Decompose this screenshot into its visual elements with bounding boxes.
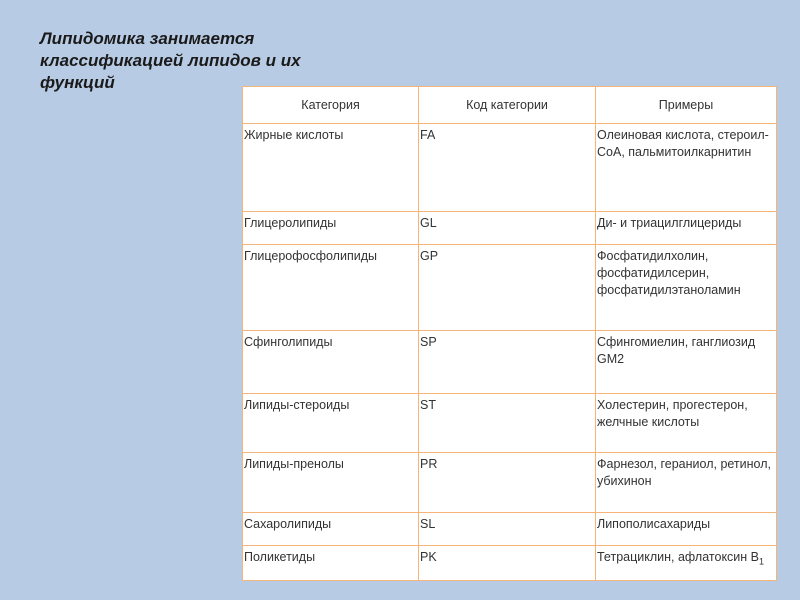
cell-examples: [596, 546, 777, 581]
table-row: [243, 331, 777, 394]
table-header-row: [243, 87, 777, 124]
cell-code-text: PR: [420, 457, 438, 471]
cell-category: [243, 453, 419, 513]
table-row: [243, 546, 777, 581]
cell-examples: [596, 331, 777, 394]
table-body: [243, 124, 777, 581]
cell-code-text: ST: [420, 398, 436, 412]
cell-category-text: Жирные кислоты: [244, 128, 344, 142]
cell-category: [243, 245, 419, 331]
cell-code-text: SP: [420, 335, 437, 349]
cell-category: [243, 394, 419, 453]
cell-category-text: Липиды-стероиды: [244, 398, 350, 412]
cell-code-text: GP: [420, 249, 439, 263]
cell-code: [419, 212, 596, 245]
cell-examples: [596, 124, 777, 212]
header-examples: Примеры: [596, 87, 777, 124]
table-row: [243, 212, 777, 245]
cell-examples: [596, 394, 777, 453]
cell-examples-text: Сфингомиелин, ганглиозид GM2: [597, 335, 756, 366]
cell-category: [243, 331, 419, 394]
header-category: Категория: [243, 87, 419, 124]
cell-examples: [596, 513, 777, 546]
cell-code: [419, 453, 596, 513]
cell-code: [419, 331, 596, 394]
cell-examples: [596, 212, 777, 245]
cell-code: [419, 245, 596, 331]
cell-code: [419, 513, 596, 546]
cell-examples: [596, 245, 777, 331]
cell-category-text: Поликетиды: [244, 550, 316, 564]
cell-category-text: Липиды-пренолы: [244, 457, 344, 471]
cell-examples-text: Холестерин, прогестерон, желчные кислоты: [597, 398, 748, 429]
cell-examples-text: Олеиновая кислота, стероил-СоА, пальмитоилкарнитин: [597, 128, 769, 159]
table-row: [243, 513, 777, 546]
cell-category: [243, 546, 419, 581]
table-row: [243, 453, 777, 513]
cell-code-text: FA: [420, 128, 436, 142]
cell-examples-text: Ди- и триацилглицериды: [597, 216, 742, 230]
table-row: [243, 245, 777, 331]
cell-examples: [596, 453, 777, 513]
cell-category: [243, 212, 419, 245]
table-row: [243, 394, 777, 453]
header-code: Код категории: [419, 87, 596, 124]
cell-category-text: Сахаролипиды: [244, 517, 332, 531]
cell-examples-text: Липополисахариды: [597, 517, 711, 531]
cell-examples-text: Фарнезол, гераниол, ретинол, убихинон: [597, 457, 771, 488]
lipid-categories-table: [242, 86, 777, 581]
cell-category-text: Сфинголипиды: [244, 335, 333, 349]
table-row: [243, 124, 777, 212]
cell-code-text: SL: [420, 517, 436, 531]
cell-code: [419, 546, 596, 581]
cell-examples-text: Фосфатидилхолин, фосфатидилсерин, фосфатидилэтаноламин: [597, 249, 741, 297]
cell-category-text: Глицеролипиды: [244, 216, 337, 230]
cell-code-text: PK: [420, 550, 437, 564]
cell-code: [419, 394, 596, 453]
cell-category-text: Глицерофосфолипиды: [244, 249, 377, 263]
slide-title: Липидомика занимается классификацией липидов и их функций: [40, 29, 301, 92]
subscript: 1: [759, 556, 765, 567]
cell-category: [243, 513, 419, 546]
cell-code: [419, 124, 596, 212]
cell-examples-text: Тетрациклин, афлатоксин B: [597, 550, 759, 564]
cell-category: [243, 124, 419, 212]
cell-code-text: GL: [420, 216, 437, 230]
